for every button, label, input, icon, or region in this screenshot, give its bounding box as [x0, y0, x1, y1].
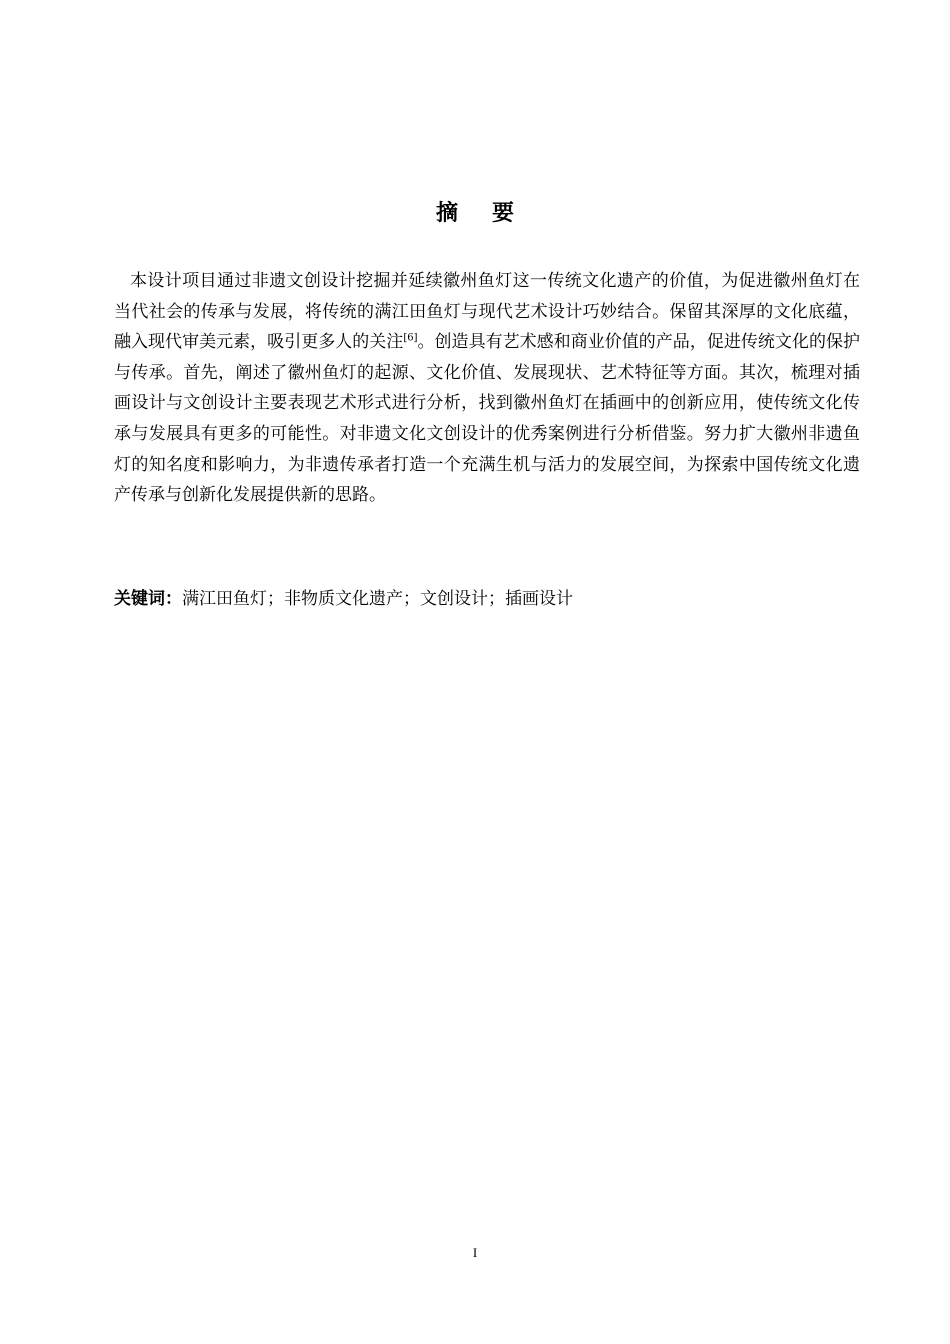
keywords-value: 满江田鱼灯；非物质文化遗产；文创设计；插画设计 [182, 589, 573, 609]
keywords-label: 关键词： [114, 589, 182, 609]
citation-reference[interactable]: [6] [403, 332, 418, 344]
abstract-title: 摘要 [435, 201, 548, 226]
keywords-line [114, 584, 860, 614]
abstract-text-part-2: 。创造具有艺术感和商业价值的产品，促进传统文化的保护与传承。首先，阐述了徽州鱼灯的起源、文化价值、发展现状、艺术特征等方面。其次，梳理对插画设计与文创设计主要表现艺术形式进行分析，找到徽州鱼灯在插画中的创新应用，使传统文化传承与发展具有更多的可能性。对非遗文化文创设计的优秀案例进行分析借鉴。努力扩大徽州非遗鱼灯的知名度和影响力，为非遗传承者打造一个充满生机与活力的发展空间，为探索中国传统文化遗产传承与创新化发展提供新的思路。 [114, 332, 860, 506]
abstract-paragraph [114, 266, 860, 511]
abstract-text-part-1: 本设计项目通过非遗文创设计挖掘并延续徽州鱼灯这一传统文化遗产的价值，为促进徽州鱼灯在当代社会的传承与发展，将传统的满江田鱼灯与现代艺术设计巧妙结合。保留其深厚的文化底蕴，融入现代审美元素，吸引更多人的关注 [114, 271, 860, 353]
page-number: I [472, 1245, 478, 1260]
